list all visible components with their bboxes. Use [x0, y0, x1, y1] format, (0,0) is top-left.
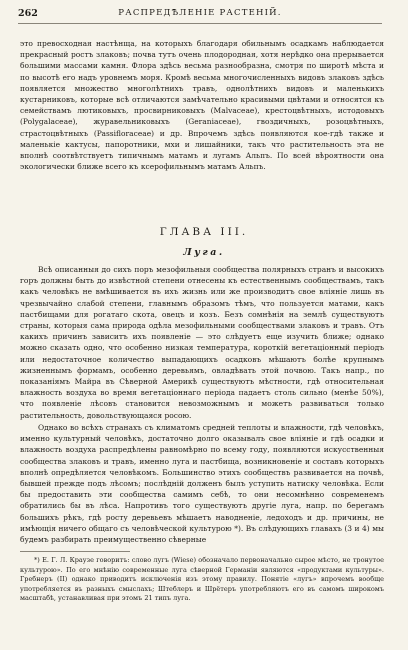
footnote-divider	[20, 551, 130, 552]
page-number: 262	[18, 8, 38, 19]
running-title: РАСПРЕДѢЛЕНІЕ РАСТЕНІЙ.	[118, 8, 282, 18]
section-title: Луга.	[183, 247, 225, 258]
footnote-block	[20, 556, 384, 604]
paragraph-2: Всѣ описанныя до сихъ поръ мезофильныя сообщества полярныхъ странъ и высокихъ горъ должны быть до извѣстной степени отнесены къ естественнымъ сообществамъ, такъ какъ человѣкъ не вмѣшивается въ ихъ жизнь или же производитъ свое вліяніе лишь въ чрезвычайно слабой степени, главнымъ образомъ тѣмъ, что пользуется матами, какъ пастбищами для рогатаго скота, овецъ и козъ. Безъ сомнѣнія на землѣ существуютъ страны, которыя сама природа одѣла мезофильными сообществами злаковъ и травъ. Отъ какихъ причинъ зависитъ ихъ появленіе — это слѣдуетъ еще изучить ближе; однако можно сказать одно, что особенно низкая температура, короткій вегетаціонный періодъ или недостаточное количество выпадающихъ осадковъ мѣшаютъ болѣе крупнымъ жизненнымъ формамъ, особенно деревьямъ, овладѣвать этой почвою. Такъ напр., по показаніямъ Майра въ Сѣверной Америкѣ существуютъ мѣстности, гдѣ относительная влажность воздуха во время вегетаціоннаго періода падаетъ столь сильно (менѣе 50%), что появленіе лѣсовъ становится невозможнымъ и можетъ развиваться только растительность, довольствующаяся росою.	[20, 265, 384, 420]
paragraph-3: Однако во всѣхъ странахъ съ климатомъ средней теплоты и влажности, гдѣ человѣкъ, именно культурный человѣкъ, достаточно долго оказывалъ свое вліяніе и гдѣ осадки и влажность воздуха распредѣлены равномѣрно по всему году, появляются искусственныя сообщества злаковъ и травъ, именно луга и пастбища, возникновеніе и составъ которыхъ вполнѣ опредѣляется человѣкомъ. Большинство этихъ сообществъ развивается на почвѣ, бывшей прежде подъ лѣсомъ; послѣдній долженъ былъ уступить натиску человѣка. Если бы предоставить эти сообщества самимъ себѣ, то они несомнѣнно современемъ обратились бы въ лѣса. Напротивъ того существуютъ другіе луга, напр. по берегамъ большихъ рѣкъ, гдѣ росту деревьевъ мѣшаетъ наводненіе, ледоходъ и др. причины, не имѣющія ничего общаго съ человѣческой культурою *). Въ слѣдующихъ главахъ (3 и 4) мы будемъ разбирать преимущественно сѣверные	[20, 423, 384, 545]
intro-paragraph-block	[20, 38, 384, 172]
intro-paragraph: это превосходная настѣнща, на которыхъ благодаря обильнымъ осадкамъ наблюдается прекрасный ростъ злаковъ; почва тутъ очень плодородная, хотя нерѣдко она прерывается большими массами камня. Флора здѣсь весьма разнообразна, смотря по широтѣ мѣста и по высотѣ его надъ уровнемъ моря. Кромѣ весьма многочисленныхъ видовъ злаковъ здѣсь появляется множество многолѣтнихъ травъ, однолѣтнихъ видовъ и маленькихъ кустарниковъ, которые всѣ отличаются замѣчательно красивыми цвѣтами и относятся къ семействамъ лютиковыхъ, просвирниковыхъ (Malvaceae), крестоцвѣтныхъ, истодовыхъ (Polygalaceae), журавельниковыхъ (Geraniaceae), гвоздичныхъ, розоцвѣтныхъ, страстоцвѣтныхъ (Passifloraceae) и др. Впрочемъ здѣсь появляются кое-гдѣ также и маленькіе кактусы, папоротники, мхи и лишайники, такъ что растительность эта не вполнѣ соотвѣтствуетъ типичнымъ матамъ и лугамъ Альпъ. По всей вѣроятности она экологически ближе всего къ ксерофильнымъ матамъ Альпъ.	[20, 39, 384, 172]
footnote: *) Е. Г. Л. Краузе говоритъ: слово лугъ (Wiese) обозначало первоначально сырое мѣсто, не тронутое культурою». По его мнѣнію современные луга сѣверной Германіи являются «продуктами культуры». Гребнеръ (II) однако приводитъ исключенія изъ этому правилу. Понятіе «лугъ» впрочемъ вообще употребляется въ разныхъ смыслахъ; Штеблеръ и Шрётеръ употребляютъ его въ самомъ широкомъ масштабѣ, устанавливая при этомъ 21 типъ луга.	[20, 556, 384, 603]
paragraph-2-block	[20, 264, 384, 421]
page-header	[18, 5, 382, 24]
chapter-title: ГЛАВА III.	[159, 226, 249, 238]
paragraph-3-block	[20, 422, 384, 545]
